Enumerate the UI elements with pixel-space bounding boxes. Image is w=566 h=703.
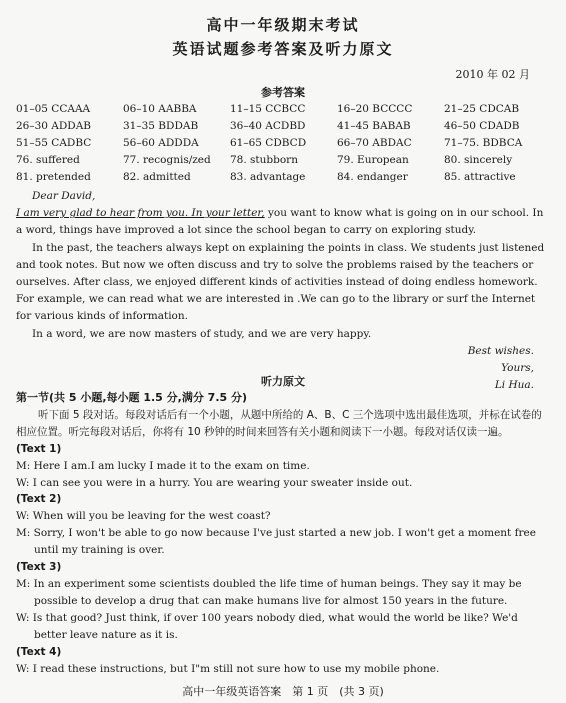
dialogue-label: (Text 3) [16, 561, 62, 574]
answer-cell: 36–40 ACDBD [230, 119, 306, 132]
answer-cell: 80. sincerely [444, 153, 513, 166]
answer-cell: 06–10 AABBA [123, 102, 197, 115]
dialogue-line: M: Sorry, I won't be able to go now because I've just started a new job. I won't get a moment free until my training is over. [16, 527, 536, 557]
letter-signature: Li Hua. [494, 379, 534, 392]
listening-transcript [16, 390, 552, 677]
answer-cell: 41–45 BABAB [337, 119, 411, 132]
answer-cell: 26–30 ADDAB [16, 119, 92, 132]
letter-salutation: Dear David, [32, 190, 96, 202]
letter-paragraph [16, 205, 552, 239]
letter-underlined-opening: I am very glad to hear from you. In your letter, [16, 207, 265, 220]
listening-heading: 听力原文 [261, 375, 305, 388]
answer-row [16, 134, 552, 151]
exam-title: 高中一年级期末考试 [206, 16, 360, 34]
answer-row [16, 117, 552, 134]
answer-cell: 61–65 CDBCD [230, 136, 307, 149]
letter-closing: Best wishes. [467, 344, 534, 357]
dialogue-line: W: When will you be leaving for the west coast? [16, 510, 271, 523]
answer-cell: 83. advantage [230, 170, 306, 183]
answer-cell: 66–70 ABDAC [337, 136, 412, 149]
letter-paragraph: In the past, the teachers always kept on explaining the points in class. We students just listened and took notes. But now we often discuss and try to solve the problems raised by the teachers or ourselves. After class, we enjoyed different kinds of activities instead of doing endless homework. For example, we can read what we are interested in .We can go to the library or surf the Internet for various kinds of information. [16, 241, 545, 323]
letter-closing: Yours, [501, 362, 534, 375]
document-subtitle: 英语试题参考答案及听力原文 [172, 40, 394, 58]
answer-cell: 84. endanger [337, 170, 408, 183]
answer-row [16, 151, 552, 168]
dialogue-label: (Text 4) [16, 645, 62, 658]
answer-cell: 56–60 ADDDA [123, 136, 199, 149]
dialogue-line: W: I can see you were in a hurry. You are wearing your sweater inside out. [16, 476, 413, 489]
section-heading: 第一节(共 5 小题,每小题 1.5 分,满分 7.5 分) [16, 391, 248, 404]
dialogue-line: W: Is that good? Just think, if over 100 years nobody died, what would the world be like? We'd better leave nature as it is. [16, 611, 518, 641]
answer-cell: 01–05 CCAAA [16, 102, 91, 115]
answer-row [16, 168, 552, 185]
answer-row [16, 100, 552, 117]
answer-cell: 11–15 CCBCC [230, 102, 306, 115]
document-date: 2010 年 02 月 [455, 68, 530, 81]
page-footer: 高中一年级英语答案 第 1 页 (共 3 页) [182, 685, 384, 698]
answer-cell: 82. admitted [123, 170, 191, 183]
answer-cell: 31–35 BDDAB [123, 119, 199, 132]
answer-cell: 51–55 CADBC [16, 136, 92, 149]
dialogue-line: M: In an experiment some scientists doubled the life time of human beings. They say it may be possible to develop a drug that can make humans live for almost 150 years in the future. [16, 577, 522, 607]
answer-cell: 16–20 BCCCC [337, 102, 413, 115]
answer-cell: 71–75. BDBCA [444, 136, 523, 149]
answer-cell: 78. stubborn [230, 153, 298, 166]
answers-heading: 参考答案 [261, 86, 305, 99]
dialogue-line: W: I read these instructions, but I"m still not sure how to use my mobile phone. [16, 662, 440, 675]
letter-opening-text: you want to know what is going on in our school. In a word, things have improved a lot since the school began to carry on exploring study. [16, 207, 544, 237]
dialogue-line: M: Here I am.I am lucky I made it to the exam on time. [16, 459, 310, 472]
section-instructions: 听下面 5 段对话。每段对话后有一个小题，从题中所给的 A、B、C 三个选项中选出最佳选项，并标在试卷的相应位置。听完每段对话后，你将有 10 秒钟的时间来回答有关小题和阅读下一小题。每段对话仅读一遍。 [16, 408, 542, 438]
answer-cell: 76. suffered [16, 153, 80, 166]
dialogue-label: (Text 1) [16, 442, 62, 455]
answer-cell: 77. recognis/zed [123, 153, 211, 166]
dialogue-label: (Text 2) [16, 493, 62, 506]
answer-key-table [16, 100, 552, 185]
letter-paragraph: In a word, we are now masters of study, and we are very happy. [32, 327, 372, 340]
answer-cell: 85. attractive [444, 170, 516, 183]
model-essay [16, 188, 552, 394]
answer-cell: 21–25 CDCAB [444, 102, 520, 115]
answer-cell: 79. European [337, 153, 409, 166]
answer-cell: 46–50 CDADB [444, 119, 520, 132]
answer-cell: 81. pretended [16, 170, 91, 183]
